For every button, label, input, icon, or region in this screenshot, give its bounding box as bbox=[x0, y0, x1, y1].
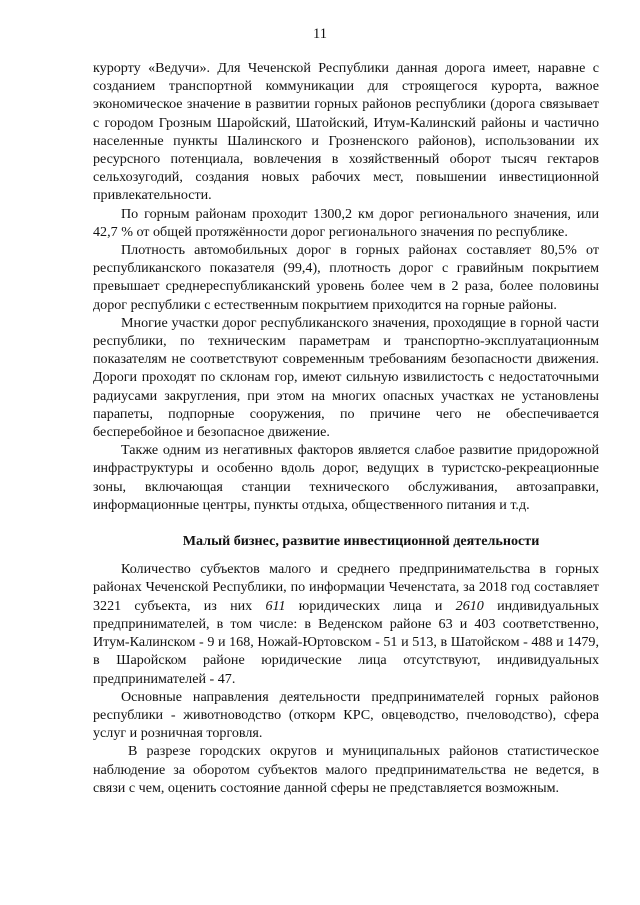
paragraph-road-significance: курорту «Ведучи». Для Чеченской Республики данная дорога имеет, наравне с созданием транспортной коммуникации для строящегося курорта, важное экономическое значение в развитии горных районов республики (дорога связывает с городом Грозным Шаройский, Шатойский, Итум-Калинский районы и частично населенные пункты Шалинского и Грозненского районов), использовании их ресурсного потенциала, вовлечения в хозяйственный оборот тысяч гектаров сельхозугодий, создания новых рабочих мест, повышении инвестиционной привлекательности. bbox=[93, 60, 599, 204]
individual-entrepreneurs-count: 2610 bbox=[455, 597, 484, 614]
business-text-part2: юридических лица и bbox=[285, 597, 456, 614]
paragraph-road-length: По горным районам проходит 1300,2 км дорог регионального значения, или 42,7 % от общей протяжённости дорог регионального значения по республике. bbox=[93, 205, 599, 240]
section-heading: Малый бизнес, развитие инвестиционной деятельности bbox=[182, 533, 540, 550]
paragraph-business-count bbox=[93, 560, 599, 687]
page-number: 11 bbox=[313, 26, 327, 42]
document-body bbox=[93, 59, 599, 797]
paragraph-roadside-infrastructure: Также одним из негативных факторов является слабое развитие придорожной инфраструктуры и особенно вдоль дорог, ведущих в туристско-рекреационные зоны, включающая станции технического обслуживания, автозаправки, информационные центры, пункты отдыха, общественного питания и т.д. bbox=[93, 442, 599, 513]
paragraph-business-directions: Основные направления деятельности предпринимателей горных районов республики - животноводство (откорм КРС, овцеводство, пчеловодство), сфера услуг и розничная торговля. bbox=[93, 688, 599, 742]
legal-entities-count: 611 bbox=[265, 597, 286, 614]
paragraph-statistics-note: В разрезе городских округов и муниципальных районов статистическое наблюдение за оборотом субъектов малого предпринимательства не ведется, в связи с чем, оценить состояние данной сферы не представляется возможным. bbox=[93, 743, 599, 796]
paragraph-road-density: Плотность автомобильных дорог в горных районах составляет 80,5% от республиканского показателя (99,4), плотность дорог с гравийным покрытием превышает среднереспубликанский уровень более чем в 2 раза, более половины дорог республики с естественным покрытием приходится на горные районы. bbox=[93, 242, 599, 313]
paragraph-road-safety: Многие участки дорог республиканского значения, проходящие в горной части республики, по техническим параметрам и транспортно-эксплуатационным показателям не соответствуют современным требованиям безопасности движения. Дороги проходят по склонам гор, имеют сильную извилистость с недостаточными радиусами закругления, при этом на многих опасных участках не установлены парапеты, подпорные сооружения, по причине чего не обеспечивается бесперебойное и безопасное движение. bbox=[93, 314, 599, 441]
business-text-part3: индивидуальных предпринимателей, в том числе: в Веденском районе 63 и 403 соответственно, Итум-Калинском - 9 и 168, Ножай-Юртовском - 51 и 513, в Шатойском - 488 и 1479, в Шаройском районе юридические лица отсутствуют, индивидуальных предпринимателей - 47. bbox=[93, 597, 600, 687]
business-text-part1: Количество субъектов малого и среднего предпринимательства в горных районах Чеченской Республики, по информации Чеченстата, за 2018 год составляет 3221 субъекта, из них bbox=[93, 561, 599, 614]
